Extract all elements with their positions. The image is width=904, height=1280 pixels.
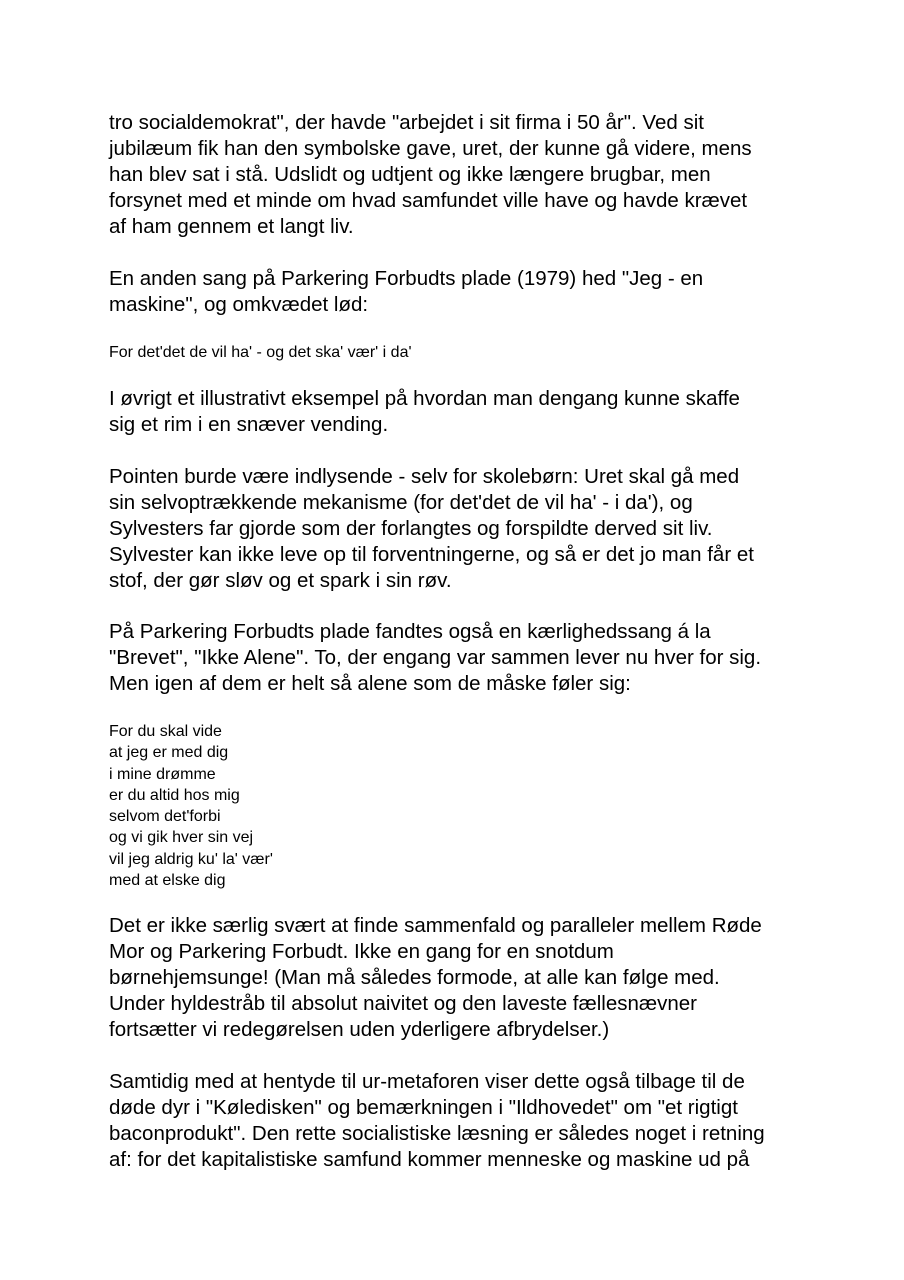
quote-line: For du skal vide (109, 723, 222, 740)
paragraph-line: Sylvester kan ikke leve op til forventningerne, og så er det jo man får et (109, 543, 754, 566)
paragraph-line: På Parkering Forbudts plade fandtes også en kærlighedssang á la (109, 620, 711, 643)
paragraph-line: forsynet med et minde om hvad samfundet ville have og havde krævet (109, 189, 748, 212)
paragraph-line: I øvrigt et illustrativt eksempel på hvordan man dengang kunne skaffe (109, 387, 740, 410)
paragraph-7 (109, 1069, 809, 1173)
paragraph-3 (109, 386, 809, 438)
quote-1 (109, 342, 809, 363)
quote-line: For det'det de vil ha' - og det ska' vær' i da' (109, 344, 412, 361)
quote-line: er du altid hos mig (109, 786, 240, 804)
paragraph-line: stof, der gør sløv og et spark i sin røv. (109, 569, 452, 592)
paragraph-6 (109, 913, 809, 1043)
quote-line: med at elske dig (109, 872, 226, 890)
quote-line: selvom det'forbi (109, 808, 221, 826)
paragraph-line: En anden sang på Parkering Forbudts plade (1979) hed "Jeg - en (109, 267, 704, 290)
paragraph-line: sig et rim i en snæver vending. (109, 413, 389, 436)
paragraph-line: Samtidig med at hentyde til ur-metaforen viser dette også tilbage til de (109, 1070, 745, 1093)
paragraph-line: tro socialdemokrat", der havde "arbejdet i sit firma i 50 år". Ved sit (109, 111, 704, 134)
quote-line: at jeg er med dig (109, 744, 229, 762)
paragraph-4 (109, 464, 809, 594)
paragraph-line: baconprodukt". Den rette socialistiske læsning er således noget i retning (109, 1122, 765, 1145)
paragraph-line: af ham gennem et langt liv. (109, 215, 354, 238)
paragraph-line: af: for det kapitalistiske samfund kommer menneske og maskine ud på (109, 1148, 750, 1171)
paragraph-line: fortsætter vi redegørelsen uden yderligere afbrydelser.) (109, 1018, 610, 1041)
quote-line: og vi gik hver sin vej (109, 829, 254, 847)
paragraph-line: han blev sat i stå. Udslidt og udtjent og ikke længere brugbar, men (109, 163, 711, 186)
paragraph-line: jubilæum fik han den symbolske gave, uret, der kunne gå videre, mens (109, 137, 752, 160)
paragraph-5 (109, 619, 809, 697)
paragraph-1 (109, 110, 809, 240)
paragraph-line: døde dyr i "Køledisken" og bemærkningen i "Ildhovedet" om "et rigtigt (109, 1096, 738, 1119)
paragraph-line: børnehjemsunge! (Man må således formode, at alle kan følge med. (109, 966, 720, 989)
paragraph-line: Mor og Parkering Forbudt. Ikke en gang for en snotdum (109, 940, 614, 963)
paragraph-line: Pointen burde være indlysende - selv for skolebørn: Uret skal gå med (109, 465, 740, 488)
paragraph-2 (109, 266, 809, 318)
paragraph-line: Sylvesters far gjorde som der forlangtes og forspildte derved sit liv. (109, 517, 713, 540)
quote-line: vil jeg aldrig ku' la' vær' (109, 850, 273, 868)
paragraph-line: "Brevet", "Ikke Alene". To, der engang var sammen lever nu hver for sig. (109, 646, 762, 669)
quote-2 (109, 721, 809, 891)
paragraph-line: sin selvoptrækkende mekanisme (for det'det de vil ha' - i da'), og (109, 491, 693, 514)
paragraph-line: Men igen af dem er helt så alene som de måske føler sig: (109, 672, 631, 695)
paragraph-line: Det er ikke særlig svært at finde sammenfald og paralleler mellem Røde (109, 914, 762, 937)
paragraph-line: maskine", og omkvædet lød: (109, 293, 369, 316)
quote-line: i mine drømme (109, 765, 216, 783)
paragraph-line: Under hyldestråb til absolut naivitet og den laveste fællesnævner (109, 992, 697, 1015)
